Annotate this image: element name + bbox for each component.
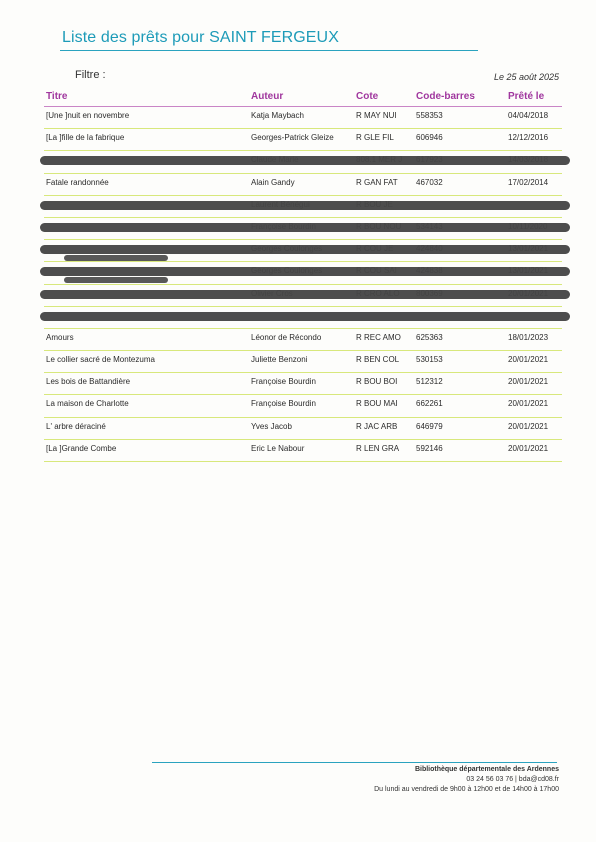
cell-cote: R BOU MAI xyxy=(356,399,398,409)
page-title: Liste des prêts pour SAINT FERGEUX xyxy=(62,29,339,46)
cell-cote: R JAC ARB xyxy=(356,421,398,431)
cell-prete-le: 20/01/2021 xyxy=(508,399,549,409)
cell-cote: R GLE FIL xyxy=(356,133,394,143)
report-date: Le 25 août 2025 xyxy=(493,72,559,82)
cell-auteur: Georges-Patrick Gleize xyxy=(251,133,334,143)
cell-code-barres: 662261 xyxy=(416,399,443,409)
cell-auteur: Françoise Bourdin xyxy=(251,377,316,387)
filter-label: Filtre : xyxy=(75,69,106,81)
cell-titre: Les bois de Battandière xyxy=(46,377,131,387)
cell-auteur: Juliette Benzoni xyxy=(251,355,308,365)
cell-auteur: Eric Le Nabour xyxy=(251,443,305,453)
table-row xyxy=(44,440,562,462)
table-row xyxy=(44,196,562,218)
redaction-mark xyxy=(40,290,570,299)
cell-code-barres: 646979 xyxy=(416,421,443,431)
column-header-titre: Titre xyxy=(46,91,68,102)
redaction-mark xyxy=(40,312,570,321)
cell-cote: R BOU BOI xyxy=(356,377,398,387)
table-row xyxy=(44,285,562,307)
cell-prete-le: 20/01/2021 xyxy=(508,355,549,365)
cell-titre: Fatale randonnée xyxy=(46,177,109,187)
cell-cote: R REC AMO xyxy=(356,332,401,342)
cell-code-barres: 530153 xyxy=(416,355,443,365)
table-row xyxy=(44,151,562,173)
footer-divider xyxy=(152,762,557,763)
table-header xyxy=(44,90,562,106)
cell-cote: R MAY NUI xyxy=(356,111,397,120)
cell-code-barres: 606946 xyxy=(416,133,443,143)
table-row xyxy=(44,107,562,129)
table-row xyxy=(44,240,562,262)
cell-titre: Amours xyxy=(46,332,74,342)
cell-prete-le: 20/01/2021 xyxy=(508,377,549,387)
table-row xyxy=(44,351,562,373)
cell-titre: [La ]Grande Combe xyxy=(46,443,117,453)
table-row xyxy=(44,373,562,395)
cell-cote: R BEN COL xyxy=(356,355,400,365)
footer-org: Bibliothèque départementale des Ardennes xyxy=(414,766,559,773)
cell-auteur: Françoise Bourdin xyxy=(251,399,316,409)
cell-code-barres: 592146 xyxy=(416,443,443,453)
cell-titre: [La ]fille de la fabrique xyxy=(46,133,125,143)
table-row xyxy=(44,329,562,351)
loans-table xyxy=(44,107,562,462)
cell-prete-le: 20/01/2021 xyxy=(508,443,549,453)
cell-code-barres: 558353 xyxy=(416,111,443,120)
redaction-mark xyxy=(40,267,570,276)
cell-prete-le: 17/02/2014 xyxy=(508,177,549,187)
table-row xyxy=(44,262,562,284)
column-header-auteur: Auteur xyxy=(251,91,284,102)
table-row xyxy=(44,174,562,196)
cell-titre: [Une ]nuit en novembre xyxy=(46,111,130,120)
redaction-mark xyxy=(64,255,168,261)
redaction-mark xyxy=(40,245,570,254)
cell-auteur: Alain Gandy xyxy=(251,177,295,187)
footer xyxy=(374,765,559,795)
cell-cote: R LEN GRA xyxy=(356,443,400,453)
cell-prete-le: 12/12/2016 xyxy=(508,133,549,143)
cell-cote: R GAN FAT xyxy=(356,177,398,187)
cell-code-barres: 467032 xyxy=(416,177,443,187)
table-row xyxy=(44,218,562,240)
cell-titre: L' arbre déraciné xyxy=(46,421,106,431)
cell-prete-le: 20/01/2021 xyxy=(508,421,549,431)
cell-titre: La maison de Charlotte xyxy=(46,399,129,409)
cell-prete-le: 04/04/2018 xyxy=(508,111,549,120)
redaction-mark xyxy=(40,156,570,165)
column-header-cote: Cote xyxy=(356,91,379,102)
cell-titre: Le collier sacré de Montezuma xyxy=(46,355,155,365)
cell-auteur: Yves Jacob xyxy=(251,421,292,431)
cell-code-barres: 512312 xyxy=(416,377,443,387)
table-row xyxy=(44,307,562,329)
column-header-code-barres: Code-barres xyxy=(416,91,475,102)
cell-prete-le: 18/01/2023 xyxy=(508,332,549,342)
column-header-prete-le: Prêté le xyxy=(508,91,545,102)
redaction-mark xyxy=(64,277,168,283)
title-divider xyxy=(60,50,478,51)
cell-auteur: Léonor de Récondo xyxy=(251,332,322,342)
table-row xyxy=(44,395,562,417)
redaction-mark xyxy=(40,201,570,210)
footer-hours: Du lundi au vendredi de 9h00 à 12h00 et de 14h00 à 17h00 xyxy=(374,786,559,793)
footer-contact: 03 24 56 03 76 | bda@cd08.fr xyxy=(466,776,559,783)
redaction-mark xyxy=(40,223,570,232)
cell-auteur: Katja Maybach xyxy=(251,111,304,120)
table-row xyxy=(44,418,562,440)
table-row xyxy=(44,129,562,151)
cell-code-barres: 625363 xyxy=(416,332,443,342)
